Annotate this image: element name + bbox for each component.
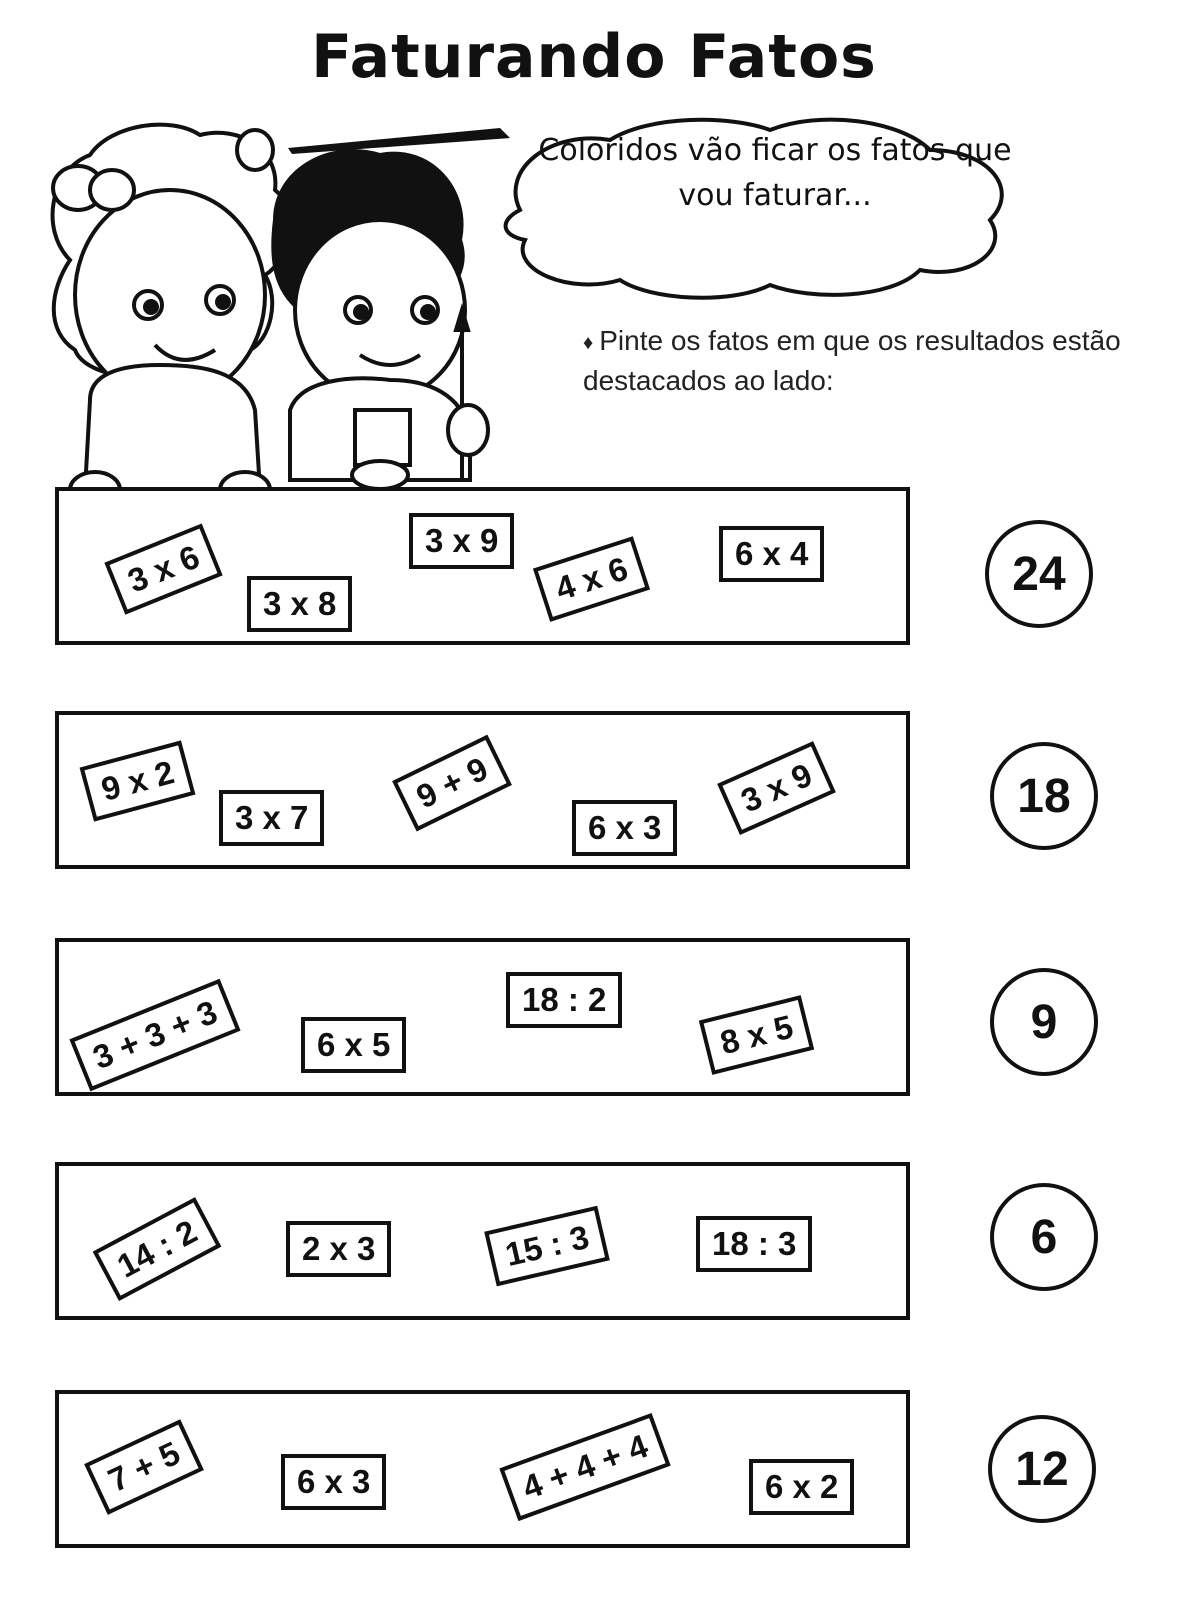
fact-box[interactable]: 15 : 3 bbox=[484, 1206, 610, 1287]
fact-box[interactable]: 6 x 2 bbox=[749, 1459, 854, 1515]
fact-box[interactable]: 14 : 2 bbox=[93, 1197, 222, 1301]
diamond-bullet-icon: ♦ bbox=[583, 331, 594, 354]
fact-box[interactable]: 3 x 9 bbox=[409, 513, 514, 569]
fact-box[interactable]: 2 x 3 bbox=[286, 1221, 391, 1277]
facts-row-2 bbox=[55, 711, 910, 869]
result-circle: 6 bbox=[990, 1183, 1098, 1291]
fact-box[interactable]: 3 + 3 + 3 bbox=[69, 979, 240, 1092]
fact-box[interactable]: 18 : 3 bbox=[696, 1216, 812, 1272]
boy-figure bbox=[273, 151, 488, 489]
fact-box[interactable]: 3 x 8 bbox=[247, 576, 352, 632]
result-circle: 18 bbox=[990, 742, 1098, 850]
fact-box[interactable]: 3 x 7 bbox=[219, 790, 324, 846]
instruction-text bbox=[583, 322, 1153, 400]
result-circle: 9 bbox=[990, 968, 1098, 1076]
fact-box[interactable]: 3 x 6 bbox=[104, 523, 223, 614]
fact-box[interactable]: 6 x 3 bbox=[572, 800, 677, 856]
fact-box[interactable]: 6 x 3 bbox=[281, 1454, 386, 1510]
fact-box[interactable]: 6 x 4 bbox=[719, 526, 824, 582]
facts-row-3 bbox=[55, 938, 910, 1096]
fact-box[interactable]: 18 : 2 bbox=[506, 972, 622, 1028]
girl-figure bbox=[53, 125, 290, 508]
facts-row-5 bbox=[55, 1390, 910, 1548]
fact-box[interactable]: 6 x 5 bbox=[301, 1017, 406, 1073]
facts-row-4 bbox=[55, 1162, 910, 1320]
fact-box[interactable]: 3 x 9 bbox=[717, 741, 836, 835]
page-title: Faturando Fatos bbox=[311, 22, 877, 92]
result-circle: 24 bbox=[985, 520, 1093, 628]
fact-box[interactable]: 7 + 5 bbox=[84, 1419, 204, 1515]
fact-box[interactable]: 9 x 2 bbox=[80, 740, 196, 821]
fact-box[interactable]: 9 + 9 bbox=[392, 735, 512, 832]
speech-bubble-text: Coloridos vão ficar os fatos que vou faturar... bbox=[538, 133, 1012, 213]
fact-box[interactable]: 8 x 5 bbox=[699, 995, 815, 1075]
result-circle: 12 bbox=[988, 1415, 1096, 1523]
fact-box[interactable]: 4 + 4 + 4 bbox=[499, 1413, 671, 1521]
instruction-label: Pinte os fatos em que os resultados estão destacados ao lado: bbox=[583, 325, 1121, 396]
fact-box[interactable]: 4 x 6 bbox=[533, 536, 651, 622]
facts-row-1 bbox=[55, 487, 910, 645]
